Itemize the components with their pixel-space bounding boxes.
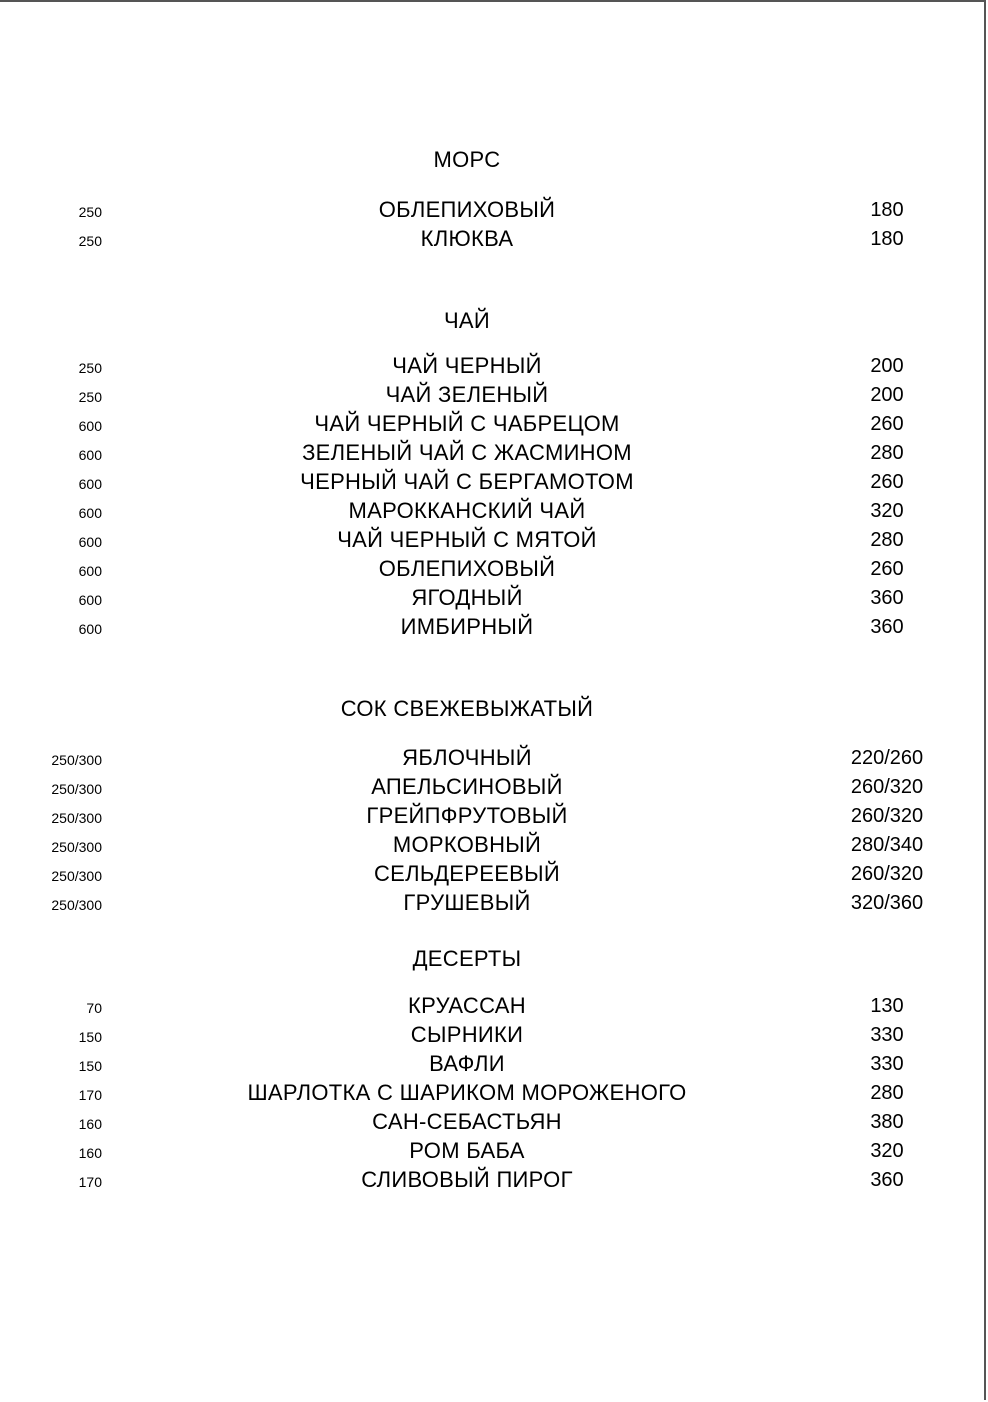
item-price: 280/340: [850, 834, 924, 856]
menu-item: [0, 440, 986, 469]
item-name: АПЕЛЬСИНОВЫЙ: [371, 774, 563, 799]
item-name: МАРОККАНСКИЙ ЧАЙ: [348, 498, 586, 523]
menu-item: [0, 1167, 986, 1196]
section-title-mors: МОРС: [433, 147, 501, 172]
item-name: ШАРЛОТКА С ШАРИКОМ МОРОЖЕНОГО: [247, 1080, 687, 1105]
section-title-tea: ЧАЙ: [443, 308, 491, 333]
item-price: 280: [870, 1082, 904, 1104]
item-name: КРУАССАН: [408, 993, 526, 1018]
item-volume: 600: [78, 592, 102, 608]
item-name: СЛИВОВЫЙ ПИРОГ: [361, 1167, 573, 1192]
item-price: 320/360: [850, 892, 924, 914]
item-name: СЫРНИКИ: [410, 1022, 524, 1047]
item-price: 180: [870, 228, 904, 250]
item-volume: 170: [78, 1174, 102, 1190]
item-name: РОМ БАБА: [409, 1138, 525, 1163]
item-name: ГРУШЕВЫЙ: [403, 890, 531, 915]
item-name: ИМБИРНЫЙ: [400, 614, 534, 639]
item-price: 260: [870, 558, 904, 580]
item-price: 130: [870, 995, 904, 1017]
menu-item: [0, 745, 986, 774]
menu-item: [0, 585, 986, 614]
item-volume: 250: [78, 360, 102, 376]
menu-item: [0, 382, 986, 411]
item-name: ЧАЙ ЧЕРНЫЙ С ЧАБРЕЦОМ: [314, 411, 620, 436]
item-price: 360: [870, 1169, 904, 1191]
item-volume: 250/300: [51, 810, 102, 826]
item-volume: 70: [86, 1000, 102, 1016]
section-title-juice: СОК СВЕЖЕВЫЖАТЫЙ: [340, 696, 594, 721]
item-volume: 600: [78, 621, 102, 637]
item-name: ГРЕЙПФРУТОВЫЙ: [366, 803, 568, 828]
item-price: 360: [870, 616, 904, 638]
item-name: ЧЕРНЫЙ ЧАЙ С БЕРГАМОТОМ: [300, 469, 634, 494]
item-name: ЯБЛОЧНЫЙ: [402, 745, 532, 770]
menu-item: [0, 614, 986, 643]
menu-item: [0, 498, 986, 527]
menu-item: [0, 1080, 986, 1109]
item-volume: 600: [78, 476, 102, 492]
menu-item: [0, 993, 986, 1022]
item-price: 260/320: [850, 863, 924, 885]
menu-item: [0, 556, 986, 585]
item-volume: 600: [78, 563, 102, 579]
item-name: КЛЮКВА: [420, 226, 514, 251]
item-name: ОБЛЕПИХОВЫЙ: [378, 197, 556, 222]
item-volume: 250: [78, 204, 102, 220]
item-price: 260: [870, 471, 904, 493]
item-price: 180: [870, 199, 904, 221]
item-name: САН-СЕБАСТЬЯН: [372, 1109, 562, 1134]
item-name: СЕЛЬДЕРЕЕВЫЙ: [373, 861, 561, 886]
item-price: 200: [870, 384, 904, 406]
menu-item: [0, 861, 986, 890]
section-title-desserts: ДЕСЕРТЫ: [412, 946, 522, 971]
menu-item: [0, 527, 986, 556]
item-volume: 250/300: [51, 781, 102, 797]
menu-item: [0, 226, 986, 255]
item-price: 360: [870, 587, 904, 609]
item-volume: 250: [78, 389, 102, 405]
menu-item: [0, 1051, 986, 1080]
item-price: 320: [870, 500, 904, 522]
item-volume: 150: [78, 1058, 102, 1074]
item-volume: 600: [78, 418, 102, 434]
item-name: МОРКОВНЫЙ: [392, 832, 542, 857]
item-name: ЧАЙ ЗЕЛЕНЫЙ: [385, 382, 549, 407]
item-volume: 160: [78, 1145, 102, 1161]
item-price: 260/320: [850, 805, 924, 827]
menu-item: [0, 411, 986, 440]
item-volume: 170: [78, 1087, 102, 1103]
menu-item: [0, 890, 986, 919]
item-volume: 150: [78, 1029, 102, 1045]
item-price: 200: [870, 355, 904, 377]
item-volume: 250/300: [51, 897, 102, 913]
item-volume: 250/300: [51, 868, 102, 884]
item-volume: 250/300: [51, 752, 102, 768]
item-name: ВАФЛИ: [429, 1051, 505, 1076]
item-volume: 160: [78, 1116, 102, 1132]
menu-item: [0, 469, 986, 498]
menu-item: [0, 774, 986, 803]
item-price: 260/320: [850, 776, 924, 798]
item-volume: 250: [78, 233, 102, 249]
item-name: ЗЕЛЕНЫЙ ЧАЙ С ЖАСМИНОМ: [302, 440, 632, 465]
item-price: 220/260: [850, 747, 924, 769]
item-price: 330: [870, 1053, 904, 1075]
item-price: 320: [870, 1140, 904, 1162]
menu-item: [0, 803, 986, 832]
menu-item: [0, 1138, 986, 1167]
item-volume: 600: [78, 447, 102, 463]
menu-item: [0, 1109, 986, 1138]
item-price: 260: [870, 413, 904, 435]
item-price: 280: [870, 529, 904, 551]
item-volume: 600: [78, 505, 102, 521]
item-volume: 250/300: [51, 839, 102, 855]
menu-item: [0, 197, 986, 226]
item-name: ЧАЙ ЧЕРНЫЙ: [392, 353, 542, 378]
menu-item: [0, 832, 986, 861]
menu-item: [0, 1022, 986, 1051]
item-volume: 600: [78, 534, 102, 550]
item-price: 380: [870, 1111, 904, 1133]
item-name: ОБЛЕПИХОВЫЙ: [378, 556, 556, 581]
menu-item: [0, 353, 986, 382]
item-price: 280: [870, 442, 904, 464]
item-name: ЯГОДНЫЙ: [411, 585, 523, 610]
item-price: 330: [870, 1024, 904, 1046]
item-name: ЧАЙ ЧЕРНЫЙ С МЯТОЙ: [337, 527, 597, 552]
